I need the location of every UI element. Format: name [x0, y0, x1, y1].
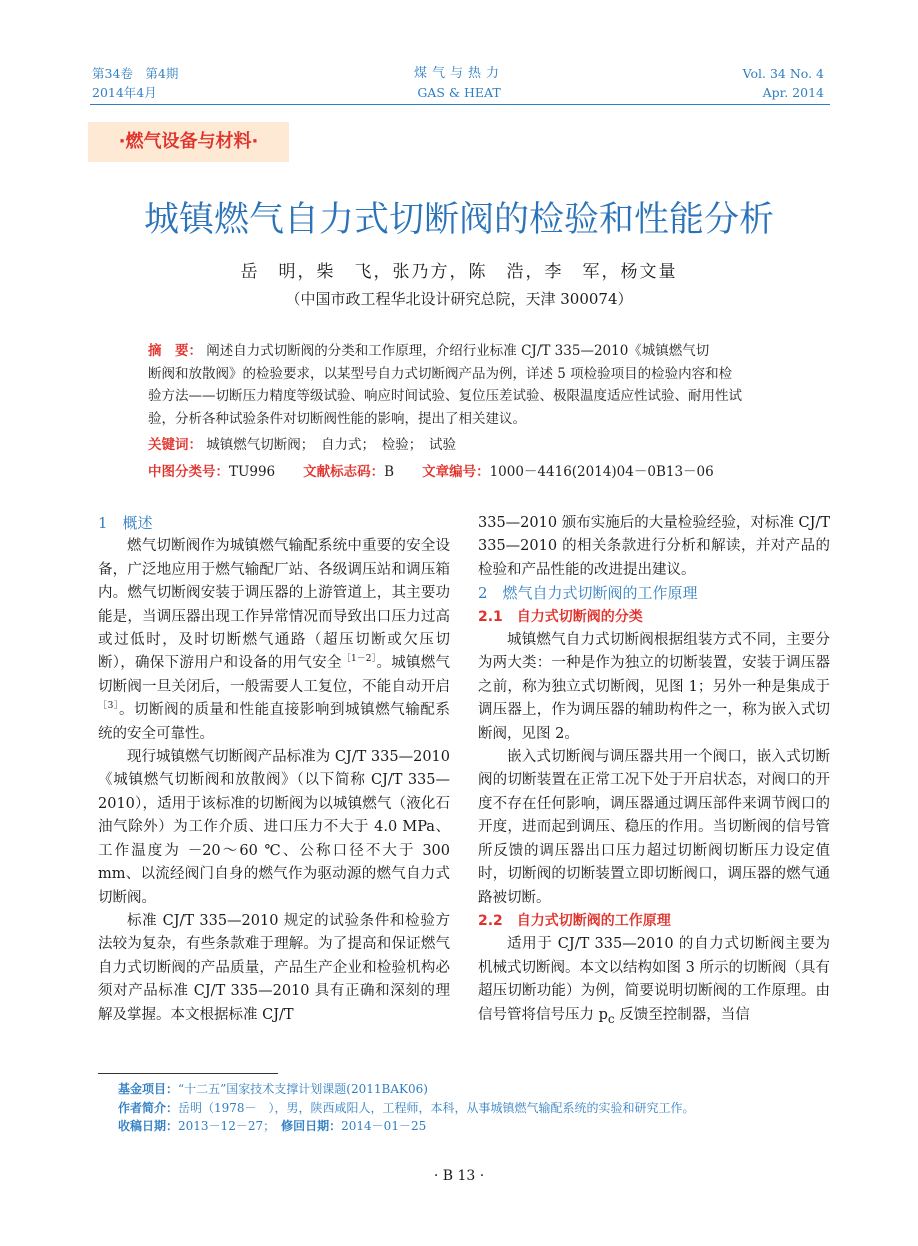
header-vol-en: Vol. 34 No. 4 [742, 66, 824, 81]
body-column-right [478, 512, 830, 1031]
header-journal-cn: 煤气与热力 [413, 66, 504, 81]
keywords-label: 关键词： [148, 437, 202, 453]
abstract-line: 断阀和放散阀》的检验要求，以某型号自力式切断阀产品为例，详述 5 项检验项目的检验内容和检 [148, 365, 733, 382]
abstract-label: 摘 要： [148, 343, 202, 359]
section-heading-2: 2 燃气自力式切断阀的工作原理 [478, 584, 698, 603]
paragraph: 城镇燃气自力式切断阀根据组装方式不同，主要分为两大类：一种是作为独立的切断装置，安装于调压器之前，称为独立式切断阀，见图 1；另外一种是集成于调压器上，作为调压器的辅助构件之一，称为嵌入式切断阀，见图 2。 [478, 632, 830, 742]
section-heading-1: 1 概述 [98, 514, 153, 532]
header-journal-en: GAS & HEAT [417, 85, 501, 100]
classification-line [148, 461, 788, 484]
section-tag: ·燃气设备与材料· [88, 122, 289, 162]
paragraph: 嵌入式切断阀与调压器共用一个阀口，嵌入式切断阀的切断装置在正常工况下处于开启状态，对阀口的开度不存在任何影响，调压器通过调压部件来调节阀口的开度，进而起到调压、稳压的作用。当切断阀的信号管所反馈的调压器出口压力超过切断阀切断压力设定值时，切断阀的切断装置立即切断阀口，调压器的燃气通路被切断。 [478, 749, 830, 906]
body-column-left [98, 512, 450, 1027]
footnote-dates: 收稿日期：2013－12－27； 修回日期：2014－01－25 [118, 1119, 427, 1133]
paragraph: 现行城镇燃气切断阀产品标准为 CJ/T 335—2010《城镇燃气切断阀和放散阀》（以下简称 CJ/T 335—2010），适用于该标准的切断阀为以城镇燃气（液化石油气除外）为工作介质、进口压力不大于 4.0 MPa、工作温度为 －20～60 ℃、公称口径不大于 300 mm、以流经阀门自身的燃气作为驱动源的燃气自力式切断阀。 [98, 749, 450, 906]
keywords: 城镇燃气切断阀； 自力式； 检验； 试验 [206, 437, 457, 453]
page-number: · B 13 · [433, 1168, 485, 1184]
paragraph: 335—2010 颁布实施后的大量检验经验，对标准 CJ/T 335—2010 的相关条款进行分析和解读，并对产品的检验和产品性能的改进提出建议。 [478, 515, 830, 578]
abstract-line: 验，分析各种试验条件对切断阀性能的影响，提出了相关建议。 [148, 410, 526, 427]
doc-code-value: B [384, 463, 395, 480]
paragraph: 标准 CJ/T 335—2010 规定的试验条件和检验方法较为复杂，有些条款难于理解。为了提高和保证燃气自力式切断阀的产品质量，产品生产企业和检验机构必须对产品标准 CJ/T 335—2010 具有正确和深刻的理解及掌握。本文根据标准 CJ/T [98, 912, 450, 1023]
footnotes [118, 1080, 838, 1136]
author-list: 岳 明，柴 飞，张乃方，陈 浩，李 军，杨文量 [240, 262, 678, 282]
article-title: 城镇燃气自力式切断阀的检验和性能分析 [143, 200, 774, 240]
abstract-text: 阐述自力式切断阀的分类和工作原理，介绍行业标准 CJ/T 335—2010《城镇燃气切 [206, 343, 710, 359]
citation: ［1－2］ [341, 654, 377, 665]
header-date: 2014年4月 [92, 85, 157, 100]
header-volume: 第34卷 第4期 [92, 66, 179, 81]
abstract-line: 验方法——切断压力精度等级试验、响应时间试验、复位压差试验、极限温度适应性试验、耐用性试 [148, 388, 742, 404]
article-no-label: 文章编号： [422, 463, 490, 480]
doc-code-label: 文献标志码： [303, 463, 385, 480]
header-rule [90, 104, 830, 105]
clc-label: 中图分类号： [148, 463, 229, 480]
abstract-block [148, 340, 788, 483]
paragraph: 适用于 CJ/T 335—2010 的自力式切断阀主要为机械式切断阀。本文以结构如图 3 所示的切断阀（具有超压切断功能）为例，简要说明切断阀的工作原理。由信号管将信号压力 $p_c$ 反馈至控制器，当信 [478, 936, 830, 1026]
subsection-heading-2-2: 2.2 自力式切断阀的工作原理 [478, 912, 671, 929]
subsection-heading-2-1: 2.1 自力式切断阀的分类 [478, 608, 643, 625]
header-volume-en [743, 64, 824, 102]
paragraph: 燃气切断阀作为城镇燃气输配系统中重要的安全设备，广泛地应用于燃气输配厂站、各级调压站和调压箱内。燃气切断阀安装于调压器的上游管道上，其主要功能是，当调压器出现工作异常情况而导致出口压力过高或过低时，及时切断燃气通路（超压切断或欠压切断），确保下游用户和设备的用气安全$^{[1-2]}$。城镇燃气切断阀一旦关闭后，一般需要人工复位，不能自动开启$^{[3]}$。切断阀的质量和性能直接影响到城镇燃气输配系统的安全可靠性。 [98, 538, 451, 742]
affiliation: （中国市政工程华北设计研究总院，天津 300074） [285, 290, 633, 308]
clc-value: TU996 [229, 463, 276, 480]
footnote-rule [98, 1073, 278, 1074]
subscript: c [607, 1011, 615, 1026]
footnote-fund: 基金项目：“十二五”国家技术支撑计划课题(2011BAK06) [118, 1082, 428, 1096]
abstract-line [148, 340, 788, 363]
citation: ［3］ [98, 701, 119, 712]
keywords-line [148, 434, 788, 457]
footnote-author: 作者简介：岳明（1978－ ），男，陕西咸阳人，工程师，本科，从事城镇燃气输配系统的实验和研究工作。 [118, 1100, 695, 1115]
header-date-en: Apr. 2014 [762, 85, 824, 100]
article-no-value: 1000－4416(2014)04－0B13－06 [489, 463, 714, 480]
